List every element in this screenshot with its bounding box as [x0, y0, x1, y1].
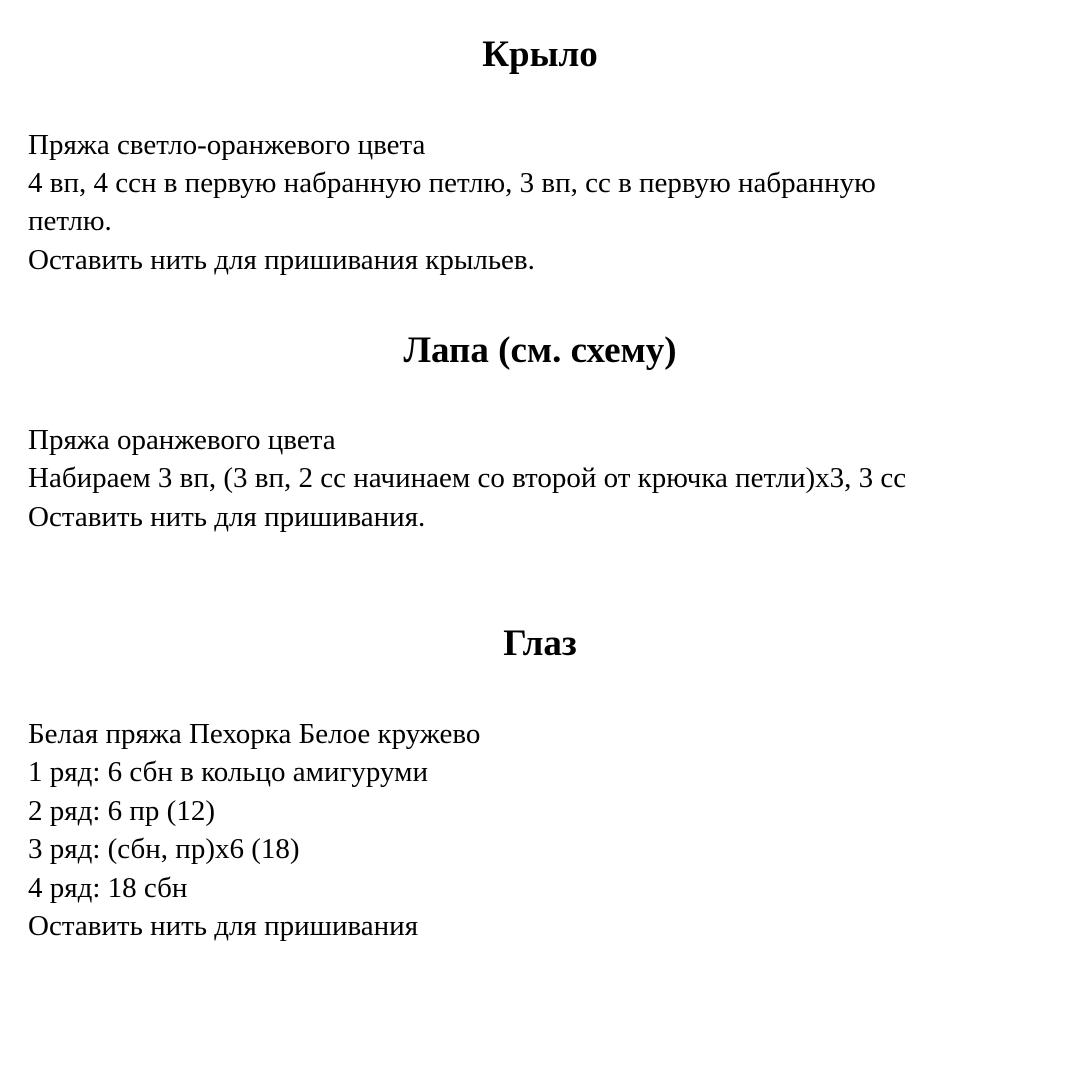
eye-line-2: 1 ряд: 6 сбн в кольцо амигуруми [28, 756, 429, 788]
eye-line-1: Белая пряжа Пехорка Белое кружево [28, 718, 481, 750]
wing-line-3: петлю. [28, 205, 112, 237]
paw-line-2: Набираем 3 вп, (3 вп, 2 сс начинаем со второй от крючка петли)х3, 3 сс [28, 462, 907, 494]
section-title-wing: Крыло [482, 34, 598, 75]
eye-line-4: 3 ряд: (сбн, пр)х6 (18) [28, 833, 300, 865]
eye-line-5: 4 ряд: 18 сбн [28, 872, 188, 904]
eye-line-3: 2 ряд: 6 пр (12) [28, 795, 215, 827]
paw-line-3: Оставить нить для пришивания. [28, 501, 426, 533]
wing-line-1: Пряжа светло-оранжевого цвета [28, 129, 426, 161]
eye-line-6: Оставить нить для пришивания [28, 910, 419, 942]
paw-line-1: Пряжа оранжевого цвета [28, 424, 336, 456]
section-title-eye: Глаз [503, 623, 577, 664]
wing-line-2: 4 вп, 4 ссн в первую набранную петлю, 3 вп, сс в первую набранную [28, 167, 876, 199]
wing-line-4: Оставить нить для пришивания крыльев. [28, 244, 535, 276]
section-title-paw: Лапа (см. схему) [403, 330, 677, 371]
